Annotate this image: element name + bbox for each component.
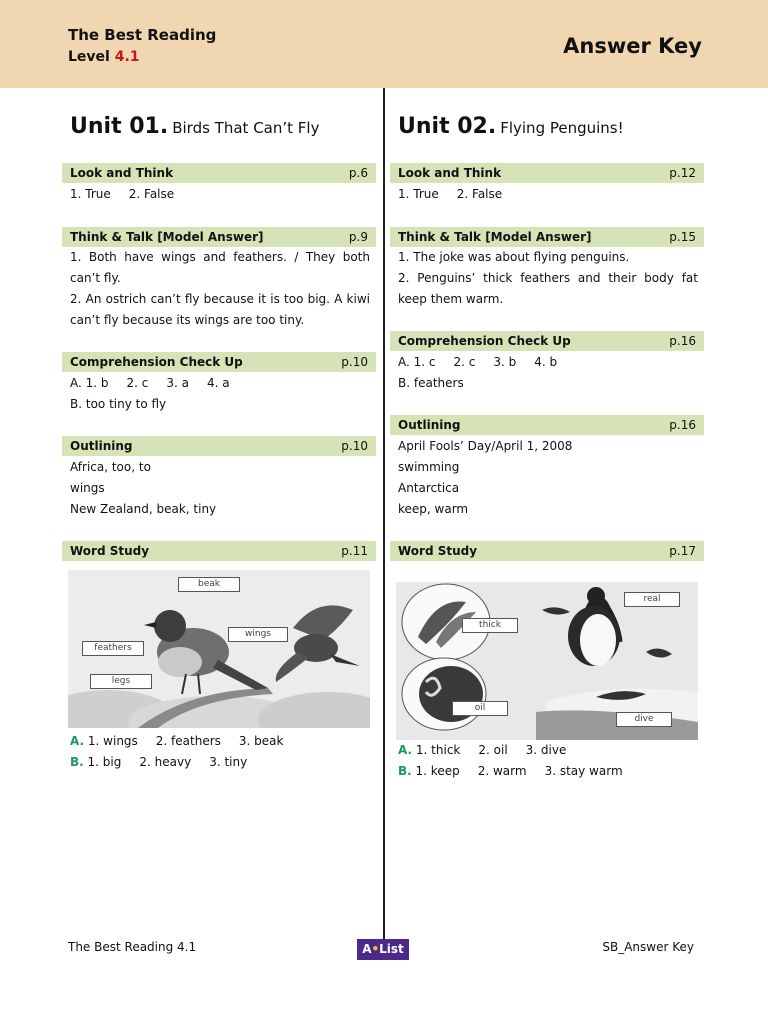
pic-label-oil: oil xyxy=(452,701,508,716)
word-study-bar: Word Study p.17 xyxy=(390,541,704,561)
word-study-bar: Word Study p.11 xyxy=(62,541,376,561)
answer-key-heading: Answer Key xyxy=(563,34,702,58)
comp-a-answers: A. 1. b 2. c 3. a 4. a xyxy=(70,376,230,390)
pic-label-beak: beak xyxy=(178,577,240,592)
pic-label-legs: legs xyxy=(90,674,152,689)
look-and-think-bar: Look and Think p.12 xyxy=(390,163,704,183)
pic-label-feathers: feathers xyxy=(82,641,144,656)
outlining-bar: Outlining p.10 xyxy=(62,436,376,456)
comp-b-answer: B. too tiny to fly xyxy=(70,397,167,411)
comprehension-bar: Comprehension Check Up p.10 xyxy=(62,352,376,372)
outline-line: wings xyxy=(70,481,105,495)
word-b-answers: B. 1. keep 2. warm 3. stay warm xyxy=(398,764,623,778)
publisher-logo: A•List xyxy=(357,939,409,960)
comp-b-answer: B. feathers xyxy=(398,376,464,390)
outline-line: New Zealand, beak, tiny xyxy=(70,502,217,516)
outline-line: keep, warm xyxy=(398,502,469,516)
column-divider xyxy=(383,88,385,960)
think-talk-bar: Think & Talk [Model Answer] p.9 xyxy=(62,227,376,247)
outline-line: Africa, too, to xyxy=(70,460,151,474)
pic-label-wings: wings xyxy=(228,627,288,642)
unit-title: Unit 01. Birds That Can’t Fly xyxy=(70,114,320,139)
book-title: The Best Reading xyxy=(68,26,217,44)
outlining-bar: Outlining p.16 xyxy=(390,415,704,435)
word-a-answers: A. 1. wings 2. feathers 3. beak xyxy=(70,734,284,748)
pic-label-thick: thick xyxy=(462,618,518,633)
talk-answer-1: 1. Both have wings and feathers. / They both can’t fly. xyxy=(70,250,370,285)
footer-book-title: The Best Reading 4.1 xyxy=(68,940,197,954)
level-line: Level 4.1 xyxy=(68,49,140,65)
look-answers: 1. True 2. False xyxy=(70,187,175,201)
comprehension-bar: Comprehension Check Up p.16 xyxy=(390,331,704,351)
outline-line: swimming xyxy=(398,460,460,474)
word-a-answers: A. 1. thick 2. oil 3. dive xyxy=(398,743,567,757)
page-header xyxy=(0,0,768,88)
look-answers: 1. True 2. False xyxy=(398,187,503,201)
talk-answer-1: 1. The joke was about flying penguins. xyxy=(398,250,630,264)
talk-answer-2: 2. An ostrich can’t fly because it is too big. A kiwi can’t fly because its wings are too tiny. xyxy=(70,292,370,327)
level-number: 4.1 xyxy=(114,49,140,65)
pic-label-real: real xyxy=(624,592,680,607)
look-and-think-bar: Look and Think p.6 xyxy=(62,163,376,183)
footer-answer-key: SB_Answer Key xyxy=(602,940,694,954)
pic-label-dive: dive xyxy=(616,712,672,727)
birds-illustration xyxy=(68,570,370,728)
penguins-illustration xyxy=(396,582,698,740)
outline-line: April Fools’ Day/April 1, 2008 xyxy=(398,439,573,453)
outline-line: Antarctica xyxy=(398,481,460,495)
unit-title: Unit 02. Flying Penguins! xyxy=(398,114,624,139)
talk-answer-2: 2. Penguins’ thick feathers and their body fat keep them warm. xyxy=(398,271,698,306)
comp-a-answers: A. 1. c 2. c 3. b 4. b xyxy=(398,355,558,369)
word-b-answers: B. 1. big 2. heavy 3. tiny xyxy=(70,755,248,769)
think-talk-bar: Think & Talk [Model Answer] p.15 xyxy=(390,227,704,247)
